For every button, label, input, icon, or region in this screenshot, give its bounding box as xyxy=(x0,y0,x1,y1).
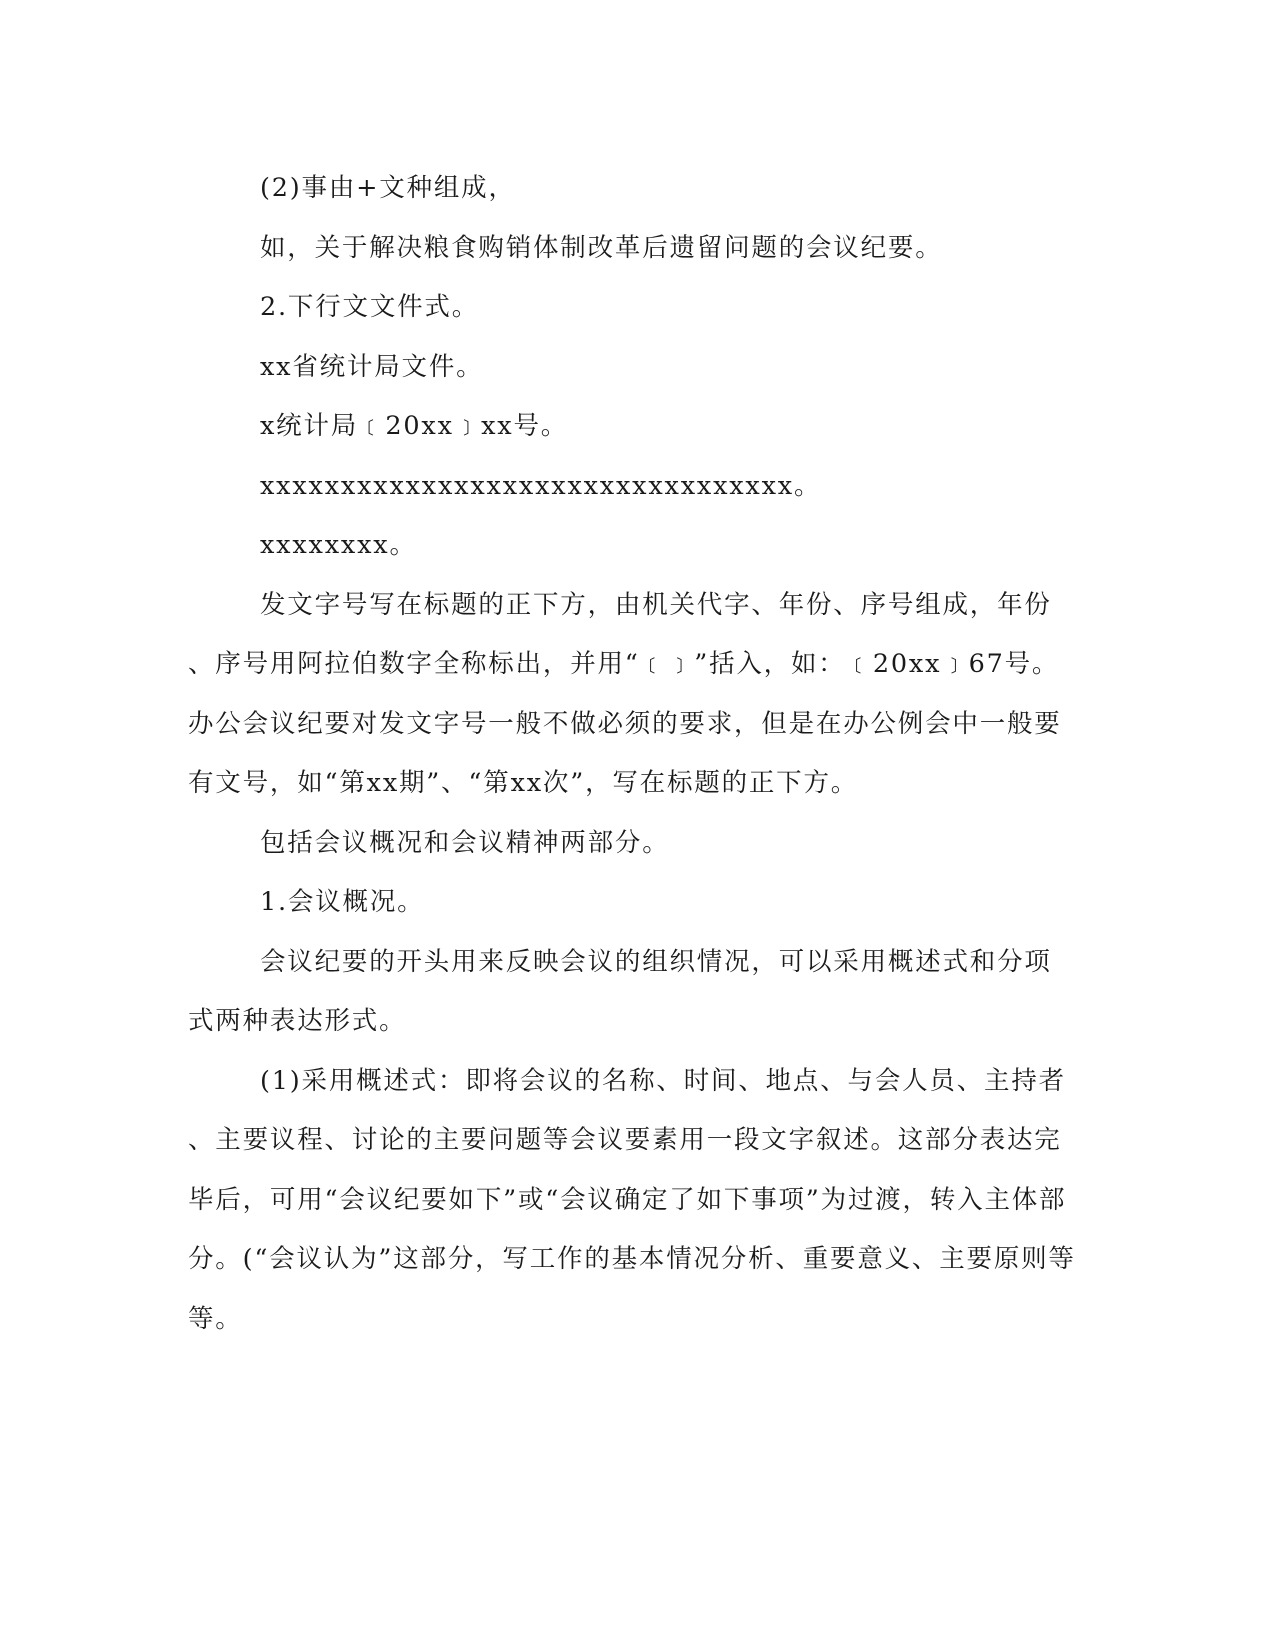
paragraph-opening-forms: 会议纪要的开头用来反映会议的组织情况，可以采用概述式和分项式两种表达形式。 xyxy=(188,946,1052,1036)
paragraph-placeholder-short: xxxxxxxx。 xyxy=(260,530,417,560)
document-page xyxy=(188,159,1078,1349)
paragraph-bureau-document: xx省统计局文件。 xyxy=(260,351,484,382)
paragraph-placeholder-long: xxxxxxxxxxxxxxxxxxxxxxxxxxxxxxxxx。 xyxy=(260,470,822,501)
paragraph-summary-style: (1)采用概述式：即将会议的名称、时间、地点、与会人员、主持者、主要议程、讨论的主要问题等会议要素用一段文字叙述。这部分表达完毕后，可用“会议纪要如下”或“会议确定了如下事项”为过渡，转入主体部分。(“会议认为”这部分，写工作的基本情况分析、重要意义、主要原则等等。 xyxy=(188,1065,1076,1334)
paragraph-document-number-rules: 发文字号写在标题的正下方，由机关代字、年份、序号组成，年份、序号用阿拉伯数字全称标出，并用“﹝﹞”括入，如：﹝20xx﹞67号。办公会议纪要对发文字号一般不做必须的要求，但是在办公例会中一般要有文号，如“第xx期”、“第xx次”，写在标题的正下方。 xyxy=(188,589,1062,798)
paragraph-downward-format: 2.下行文文件式。 xyxy=(260,292,480,322)
paragraph-document-number: x统计局﹝20xx﹞xx号。 xyxy=(260,411,569,441)
paragraph-meeting-overview-heading: 1.会议概况。 xyxy=(260,887,425,917)
paragraph-two-parts: 包括会议概况和会议精神两部分。 xyxy=(260,827,670,858)
paragraph-example-title: 如，关于解决粮食购销体制改革后遗留问题的会议纪要。 xyxy=(260,232,943,263)
paragraph-format-subject: (2)事由+文种组成， xyxy=(260,173,516,203)
